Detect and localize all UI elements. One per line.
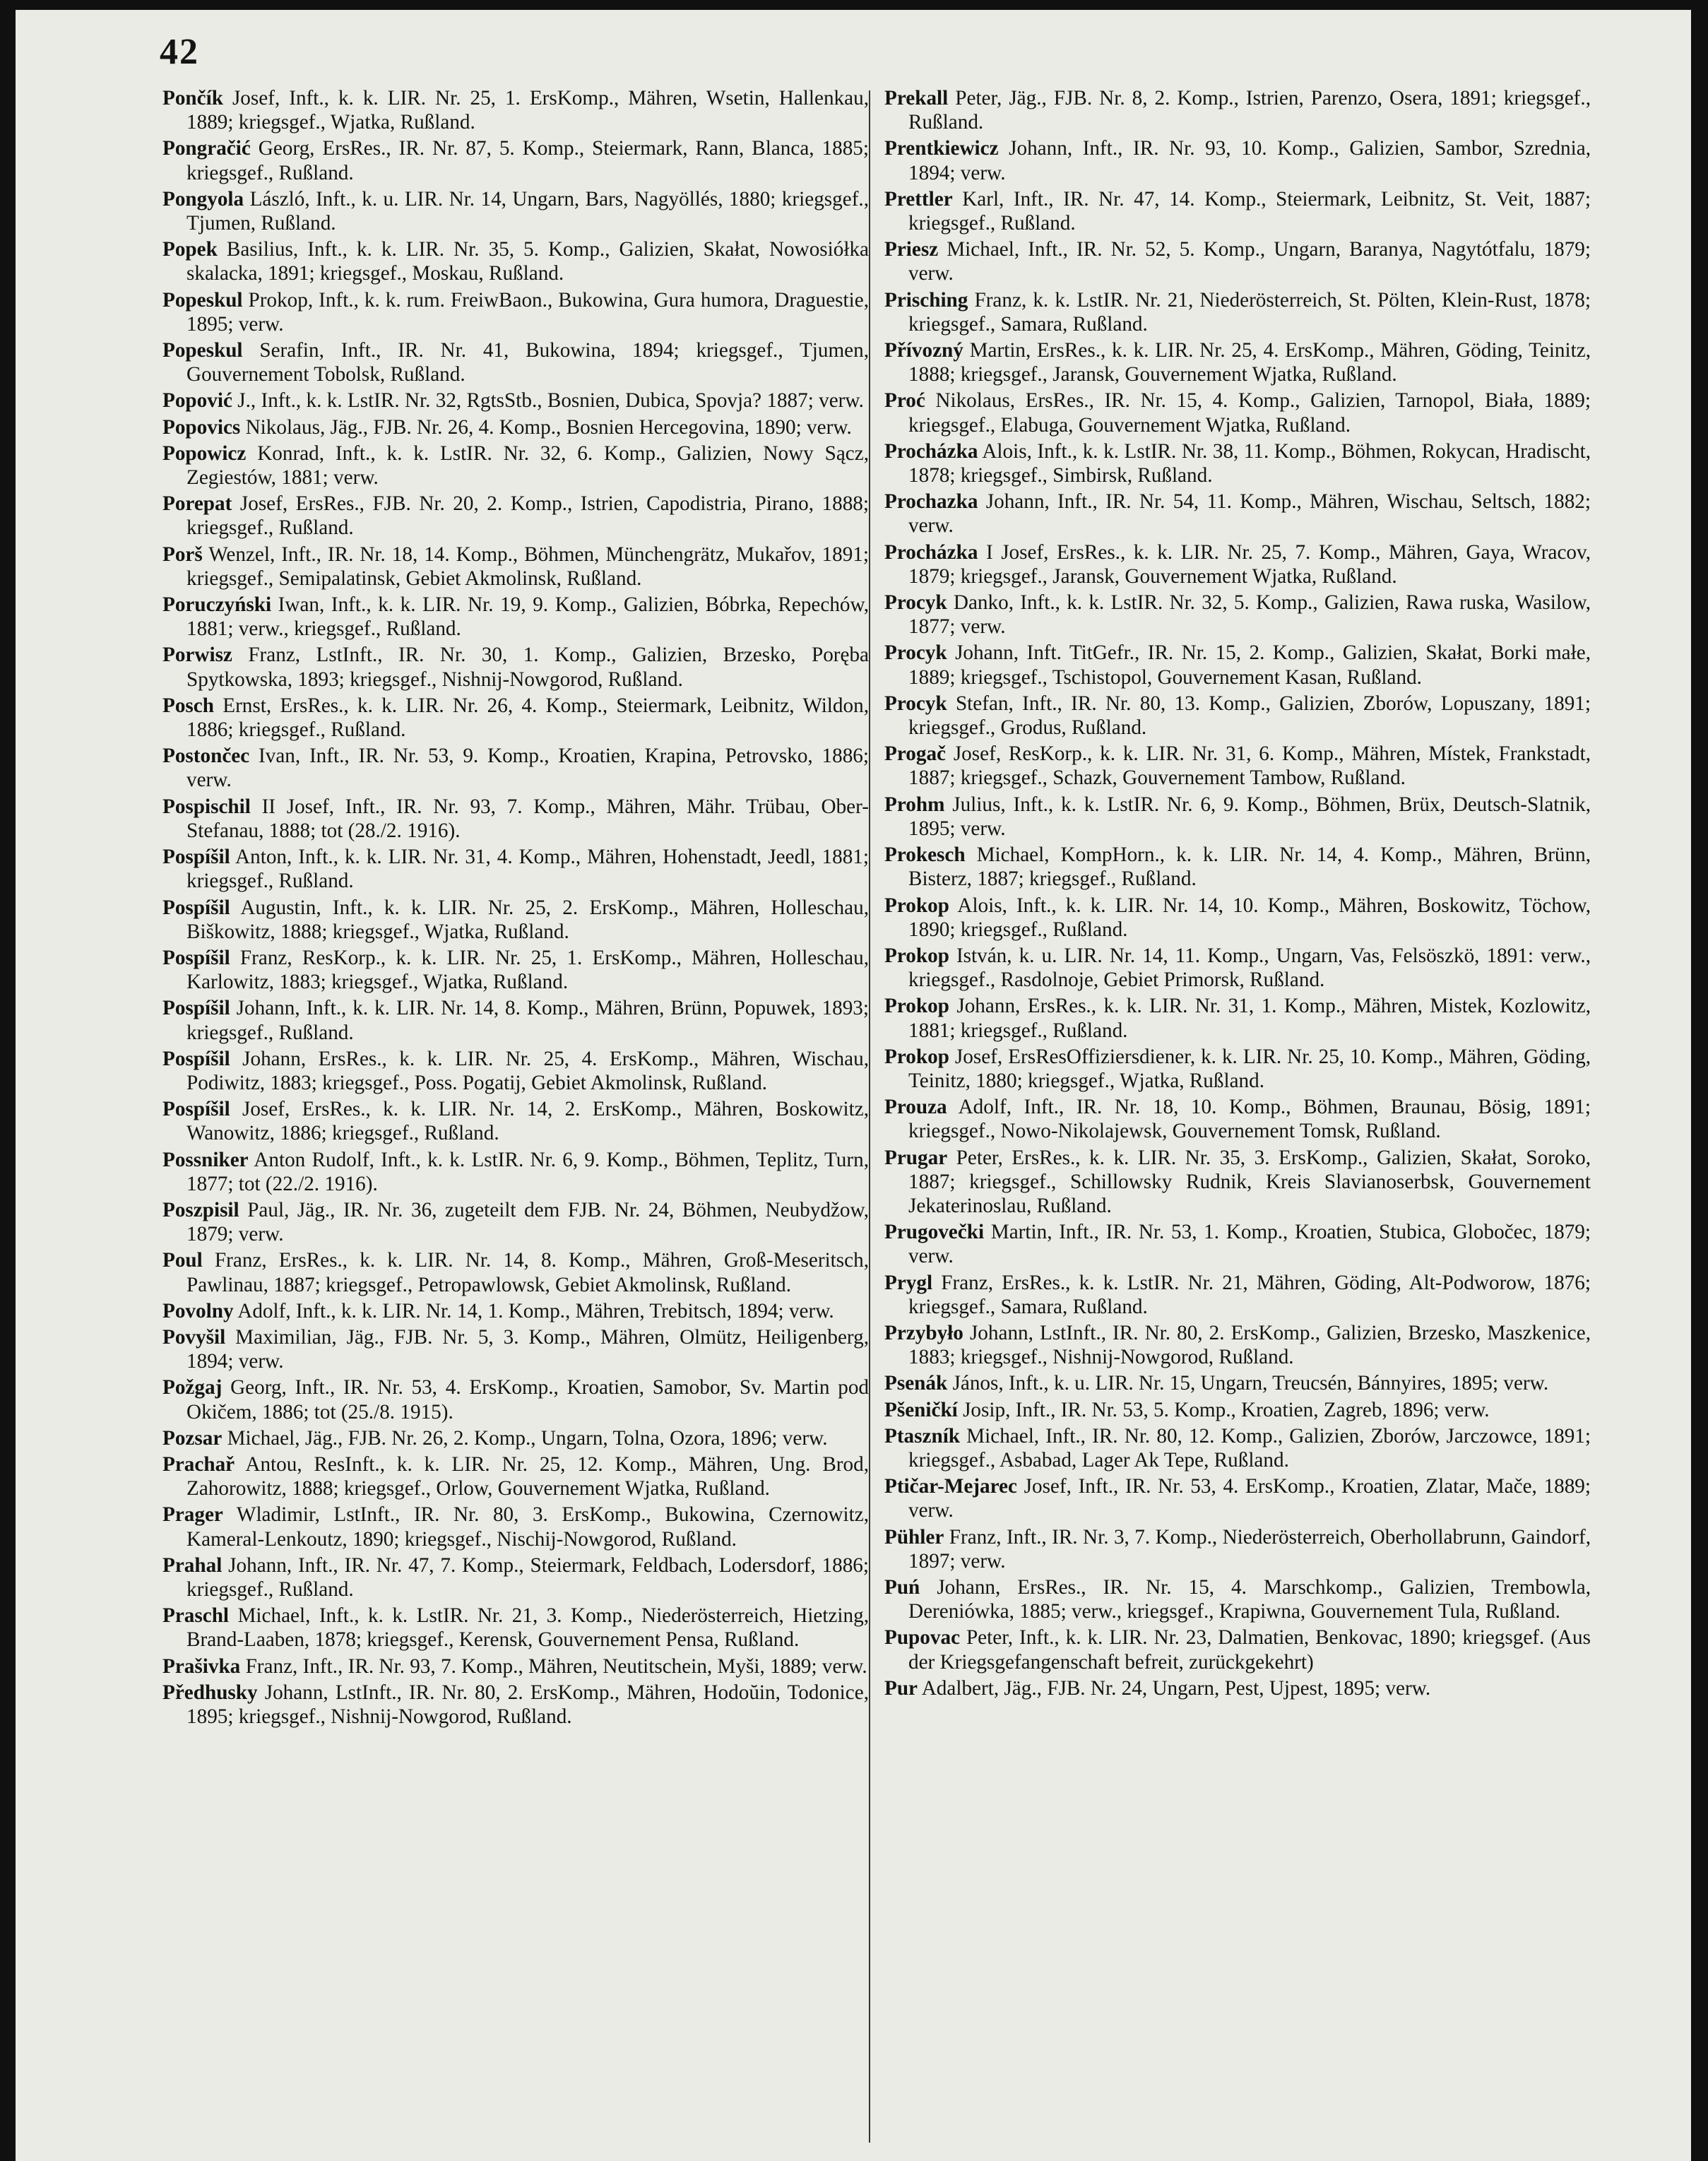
entry-details: Alois, Inft., k. k. LIR. Nr. 14, 10. Komp., Mähren, Boskowitz, Töchow, 1890; kriegsgef., Rußland. — [908, 894, 1591, 941]
entry-details: Julius, Inft., k. k. LstIR. Nr. 6, 9. Komp., Böhmen, Brüx, Deutsch-Slatnik, 1895; verw. — [908, 793, 1591, 840]
entry-surname: Pozsar — [162, 1426, 223, 1450]
entry-surname: Ptičar-Mejarec — [884, 1475, 1017, 1498]
list-item — [162, 593, 869, 641]
entry-details: Nikolaus, ErsRes., IR. Nr. 15, 4. Komp., Galizien, Tarnopol, Biała, 1889; kriegsgef., Elabuga, Gouvernement Wjatka, Rußland. — [908, 389, 1591, 437]
entry-surname: Pongračić — [162, 137, 251, 160]
entry-details: Franz, ResKorp., k. k. LIR. Nr. 25, 1. ErsKomp., Mähren, Holleschau, Karlowitz, 1883; kriegsgef., Wjatka, Rußland. — [186, 946, 870, 994]
list-item — [884, 1045, 1591, 1093]
entry-details: Georg, Inft., IR. Nr. 53, 4. ErsKomp., Kroatien, Samobor, Sv. Martin pod Okičem, 1886; tot (25./8. 1915). — [186, 1376, 870, 1423]
list-item — [884, 86, 1591, 134]
entry-surname: Prugar — [884, 1146, 948, 1169]
list-item — [162, 643, 869, 691]
entry-details: Michael, Inft., k. k. LstIR. Nr. 21, 3. Komp., Niederösterreich, Hietzing, Brand-Laaben, 1878; kriegsgef., Kerensk, Gouvernement Pensa, Rußland. — [186, 1604, 869, 1652]
entry-details: Martin, ErsRes., k. k. LIR. Nr. 25, 4. ErsKomp., Mähren, Göding, Teinitz, 1888; kriegsgef., Jaransk, Gouvernement Wjatka, Rußland. — [908, 339, 1591, 386]
entry-details: Michael, KompHorn., k. k. LIR. Nr. 14, 4. Komp., Mähren, Brünn, Bisterz, 1887; kriegsgef., Rußland. — [908, 843, 1591, 891]
entry-details: Josef, ErsRes., k. k. LIR. Nr. 14, 2. ErsKomp., Mähren, Boskowitz, Wanowitz, 1886; kriegsgef., Rußland. — [186, 1098, 869, 1145]
entry-details: Johann, Inft., k. k. LIR. Nr. 14, 8. Komp., Mähren, Brünn, Popuwek, 1893; kriegsgef., Rußland. — [186, 997, 869, 1044]
list-item — [884, 187, 1591, 235]
entry-details: Johann, LstInft., IR. Nr. 80, 2. ErsKomp., Galizien, Brzesko, Maszkenice, 1883; kriegsgef., Nishnij-Nowgorod, Rußland. — [908, 1321, 1591, 1369]
list-item — [162, 543, 869, 591]
list-item — [162, 1148, 869, 1196]
entry-surname: Pühler — [884, 1525, 944, 1549]
entry-details: Johann, ErsRes., k. k. LIR. Nr. 25, 4. ErsKomp., Mähren, Wischau, Podiwitz, 1883; kriegsgef., Poss. Pogatij, Gebiet Akmolinsk, Rußland. — [186, 1047, 869, 1094]
list-item — [884, 793, 1591, 841]
list-item — [162, 1604, 869, 1652]
entry-details: Anton, Inft., k. k. LIR. Nr. 31, 4. Komp., Mähren, Hohenstadt, Jeedl, 1881; kriegsgef., Rußland. — [186, 846, 869, 893]
list-item — [884, 136, 1591, 184]
list-item — [162, 1047, 869, 1095]
entry-surname: Psenák — [884, 1372, 948, 1395]
entry-details: Alois, Inft., k. k. LstIR. Nr. 38, 11. Komp., Böhmen, Rokycan, Hradischt, 1878; kriegsgef., Simbirsk, Rußland. — [908, 439, 1591, 487]
list-item — [884, 641, 1591, 689]
list-item — [884, 1146, 1591, 1219]
entry-details: Michael, Inft., IR. Nr. 52, 5. Komp., Ungarn, Baranya, Nagytótfalu, 1879; verw. — [908, 238, 1591, 285]
entry-surname: Poul — [162, 1249, 203, 1272]
list-item — [162, 1097, 869, 1145]
list-item — [884, 439, 1591, 487]
entry-details: Johann, Inft., IR. Nr. 54, 11. Komp., Mähren, Wischau, Seltsch, 1882; verw. — [908, 490, 1591, 538]
entry-details: Johann, ErsRes., k. k. LIR. Nr. 31, 1. Komp., Mähren, Mistek, Kozlowitz, 1881; kriegsgef., Rußland. — [908, 995, 1591, 1042]
entry-details: J., Inft., k. k. LstIR. Nr. 32, RgtsStb., Bosnien, Dubica, Spovja? 1887; verw. — [237, 389, 864, 413]
list-item — [162, 1553, 869, 1601]
list-item — [162, 1654, 869, 1679]
entry-details: Wladimir, LstInft., IR. Nr. 80, 3. ErsKomp., Bukowina, Czernowitz, Kameral-Lenkoutz, 1890; kriegsgef., Nischij-Nowgorod, Rußland. — [186, 1503, 869, 1551]
entry-surname: Prokop — [884, 1045, 949, 1068]
entry-surname: Pospíšil — [162, 846, 230, 869]
entry-details: Josef, Inft., k. k. LIR. Nr. 25, 1. ErsKomp., Mähren, Wsetin, Hallenkau, 1889; kriegsgef., Wjatka, Rußland. — [186, 87, 869, 134]
entry-surname: Prekall — [884, 87, 949, 109]
entry-surname: Přívozný — [884, 339, 963, 362]
entry-surname: Procyk — [884, 591, 947, 615]
entry-surname: Pospischil — [162, 795, 251, 818]
entry-surname: Požgaj — [162, 1376, 223, 1399]
list-item — [162, 338, 869, 386]
list-item — [884, 591, 1591, 639]
entry-details: Stefan, Inft., IR. Nr. 80, 13. Komp., Galizien, Zborów, Lopuszany, 1891; kriegsgef., Grodus, Rußland. — [908, 692, 1591, 740]
list-item — [884, 894, 1591, 942]
list-item — [884, 1371, 1591, 1395]
left-column — [162, 86, 869, 1731]
list-item — [884, 1525, 1591, 1573]
entry-surname: Prager — [162, 1503, 223, 1527]
entry-surname: Pospíšil — [162, 1047, 230, 1070]
entry-details: Peter, ErsRes., k. k. LIR. Nr. 35, 3. ErsKomp., Galizien, Skałat, Soroko, 1887; kriegsgef., Schillowsky Rudnik, Kreis Slavianoserbsk, Gouvernement Jekaterinoslau, Rußland. — [908, 1146, 1591, 1217]
entry-details: Paul, Jäg., IR. Nr. 36, zugeteilt dem FJB. Nr. 24, Böhmen, Neubydžow, 1879; verw. — [186, 1198, 869, 1246]
entry-surname: Poruczyński — [162, 593, 272, 617]
entry-details: Michael, Inft., IR. Nr. 80, 12. Komp., Galizien, Zborów, Jarczowce, 1891; kriegsgef., Asbabad, Lager Ak Tepe, Rußland. — [908, 1424, 1591, 1472]
entry-details: Josef, Inft., IR. Nr. 53, 4. ErsKomp., Kroatien, Zlatar, Mače, 1889; verw. — [908, 1475, 1591, 1522]
entry-details: Augustin, Inft., k. k. LIR. Nr. 25, 2. ErsKomp., Mähren, Holleschau, Biškowitz, 1888; kriegsgef., Wjatka, Rußland. — [186, 896, 869, 943]
entry-details: Ivan, Inft., IR. Nr. 53, 9. Komp., Kroatien, Krapina, Petrovsko, 1886; verw. — [186, 745, 869, 792]
list-item — [884, 1321, 1591, 1369]
entry-details: Michael, Jäg., FJB. Nr. 26, 2. Komp., Ungarn, Tolna, Ozora, 1896; verw. — [227, 1426, 828, 1450]
entry-details: Peter, Inft., k. k. LIR. Nr. 23, Dalmatien, Benkovac, 1890; kriegsgef. (Aus der Kriegsgefangenschaft befreit, zurückgekehrt) — [908, 1626, 1591, 1674]
entry-details: II Josef, Inft., IR. Nr. 93, 7. Komp., Mähren, Mähr. Trübau, Ober-Stefanau, 1888; tot (28./2. 1916). — [186, 795, 869, 842]
entry-surname: Prisching — [884, 288, 968, 312]
entry-surname: Prokop — [884, 944, 949, 967]
entry-details: I Josef, ErsRes., k. k. LIR. Nr. 25, 7. Komp., Mähren, Gaya, Wracov, 1879; kriegsgef., Jaransk, Gouvernement Wjatka, Rußland. — [908, 540, 1591, 588]
entry-details: Josef, ErsResOffiziersdiener, k. k. LIR. Nr. 25, 10. Komp., Mähren, Göding, Teinitz, 1880; kriegsgef., Wjatka, Rußland. — [908, 1045, 1591, 1092]
entry-surname: Pospíšil — [162, 997, 230, 1020]
list-item — [884, 944, 1591, 992]
entry-details: Johann, LstInft., IR. Nr. 80, 2. ErsKomp., Mähren, Hodoŭin, Todonice, 1895; kriegsgef., Nishnij-Nowgorod, Rußland. — [186, 1681, 869, 1728]
list-item — [162, 845, 869, 893]
entry-surname: Praschl — [162, 1604, 230, 1628]
entry-surname: Prokop — [884, 995, 949, 1018]
list-item — [162, 1426, 869, 1450]
list-item — [162, 415, 869, 439]
entry-surname: Popović — [162, 389, 232, 413]
entry-surname: Priesz — [884, 238, 939, 261]
right-column — [884, 86, 1591, 1703]
entry-details: Nikolaus, Jäg., FJB. Nr. 26, 4. Komp., Bosnien Hercegovina, 1890; verw. — [245, 415, 852, 439]
list-item — [884, 1575, 1591, 1623]
entry-surname: Popek — [162, 238, 218, 261]
list-item — [162, 896, 869, 944]
list-item — [884, 1474, 1591, 1522]
entry-details: Josip, Inft., IR. Nr. 53, 5. Komp., Kroatien, Zagreb, 1896; verw. — [963, 1398, 1490, 1421]
entry-details: László, Inft., k. u. LIR. Nr. 14, Ungarn, Bars, Nagyöllés, 1880; kriegsgef., Tjumen, Rußland. — [186, 187, 870, 235]
entry-surname: Povolny — [162, 1299, 234, 1322]
list-item — [162, 187, 869, 235]
list-item — [162, 946, 869, 994]
entry-details: Franz, Inft., IR. Nr. 93, 7. Komp., Mähren, Neutitschein, Myši, 1889; verw. — [245, 1654, 867, 1678]
entry-details: Peter, Jäg., FJB. Nr. 8, 2. Komp., Istrien, Parenzo, Osera, 1891; kriegsgef., Rußland. — [908, 87, 1591, 134]
list-item — [884, 490, 1591, 538]
entry-details: Franz, ErsRes., k. k. LIR. Nr. 14, 8. Komp., Mähren, Groß-Meseritsch, Pawlinau, 1887; kriegsgef., Petropawlowsk, Gebiet Akmolinsk, Rußland. — [186, 1249, 869, 1296]
entry-details: Adolf, Inft., k. k. LIR. Nr. 14, 1. Komp., Mähren, Trebitsch, 1894; verw. — [237, 1299, 834, 1322]
list-item — [884, 540, 1591, 588]
list-item — [162, 86, 869, 134]
list-item — [162, 136, 869, 184]
entry-surname: Procházka — [884, 439, 978, 463]
entry-surname: Prygl — [884, 1271, 933, 1294]
entry-surname: Poszpisil — [162, 1198, 239, 1221]
entry-surname: Possniker — [162, 1148, 249, 1171]
scan-border-right — [1691, 0, 1708, 2161]
entry-details: Johann, Inft., IR. Nr. 93, 10. Komp., Galizien, Sambor, Szrednia, 1894; verw. — [908, 137, 1591, 184]
scan-border-left — [0, 0, 16, 2161]
entry-details: Josef, ErsRes., FJB. Nr. 20, 2. Komp., Istrien, Capodistria, Pirano, 1888; kriegsgef., Rußland. — [186, 492, 869, 540]
entry-surname: Pospíšil — [162, 946, 230, 969]
entry-surname: Prahal — [162, 1553, 223, 1577]
list-item — [162, 1299, 869, 1323]
entry-surname: Popowicz — [162, 442, 247, 465]
list-item — [884, 742, 1591, 790]
entry-surname: Porš — [162, 543, 203, 566]
entry-details: Wenzel, Inft., IR. Nr. 18, 14. Komp., Böhmen, Münchengrätz, Mukařov, 1891; kriegsgef., Semipalatinsk, Gebiet Akmolinsk, Rußland. — [186, 543, 869, 590]
entry-details: Karl, Inft., IR. Nr. 47, 14. Komp., Steiermark, Leibnitz, St. Veit, 1887; kriegsgef., Rußland. — [908, 187, 1591, 235]
entry-surname: Prettler — [884, 187, 953, 211]
entry-details: Antou, ResInft., k. k. LIR. Nr. 25, 12. Komp., Mähren, Ung. Brod, Zahorowitz, 1888; kriegsgef., Orlow, Gouvernement Wjatka, Rußland. — [186, 1452, 869, 1500]
list-item — [162, 1198, 869, 1246]
scan-border-top — [0, 0, 1708, 10]
entry-surname: Prentkiewicz — [884, 137, 999, 160]
entry-details: Martin, Inft., IR. Nr. 53, 1. Komp., Kroatien, Stubica, Globočec, 1879; verw. — [908, 1221, 1591, 1268]
entry-surname: Procyk — [884, 641, 947, 665]
list-item — [884, 1220, 1591, 1268]
list-item — [162, 795, 869, 843]
entry-surname: Puń — [884, 1575, 920, 1599]
entry-details: Konrad, Inft., k. k. LstIR. Nr. 32, 6. Komp., Galizien, Nowy Sącz, Zegiestów, 1881; verw. — [186, 442, 870, 490]
entry-details: János, Inft., k. u. LIR. Nr. 15, Ungarn, Treucsén, Bánnyires, 1895; verw. — [952, 1372, 1549, 1395]
entry-surname: Prachař — [162, 1452, 235, 1476]
list-item — [162, 996, 869, 1044]
list-item — [884, 1676, 1591, 1700]
list-item — [884, 288, 1591, 336]
entry-surname: Proć — [884, 389, 925, 413]
entry-surname: Posch — [162, 694, 214, 717]
entry-surname: Pur — [884, 1676, 918, 1700]
entry-details: Basilius, Inft., k. k. LIR. Nr. 35, 5. Komp., Galizien, Skałat, Nowosiółka skalacka, 1891; kriegsgef., Moskau, Rußland. — [186, 238, 870, 285]
entry-surname: Prokop — [884, 894, 949, 917]
entry-surname: Prokesch — [884, 843, 966, 867]
entry-surname: Popeskul — [162, 339, 243, 362]
entry-details: Franz, k. k. LstIR. Nr. 21, Niederösterreich, St. Pölten, Klein-Rust, 1878; kriegsgef., Samara, Rußland. — [908, 288, 1591, 336]
list-item — [884, 692, 1591, 740]
entry-surname: Progač — [884, 742, 946, 766]
list-item — [884, 338, 1591, 386]
entry-details: Danko, Inft., k. k. LstIR. Nr. 32, 5. Komp., Galizien, Rawa ruska, Wasilow, 1877; verw. — [908, 591, 1591, 639]
list-item — [884, 237, 1591, 285]
entry-surname: Postončec — [162, 745, 250, 768]
entry-details: Adolf, Inft., IR. Nr. 18, 10. Komp., Böhmen, Braunau, Bösig, 1891; kriegsgef., Nowo-Nikolajewsk, Gouvernement Tomsk, Rußland. — [908, 1096, 1591, 1143]
entry-surname: Procyk — [884, 692, 947, 715]
entry-surname: Pospíšil — [162, 896, 230, 919]
entry-surname: Pončík — [162, 87, 223, 109]
entry-surname: Porepat — [162, 492, 232, 516]
entry-details: Johann, Inft. TitGefr., IR. Nr. 15, 2. Komp., Galizien, Skałat, Borki małe, 1889; kriegsgef., Tschistopol, Gouvernement Kasan, Rußland. — [908, 641, 1591, 689]
list-item — [884, 1626, 1591, 1674]
list-item — [162, 288, 869, 336]
entry-surname: Procházka — [884, 540, 978, 564]
list-item — [162, 694, 869, 742]
list-item — [162, 442, 869, 490]
list-item — [884, 994, 1591, 1042]
entry-details: Serafin, Inft., IR. Nr. 41, Bukowina, 1894; kriegsgef., Tjumen, Gouvernement Tobolsk, Rußland. — [186, 339, 869, 386]
entry-surname: Popovics — [162, 415, 241, 439]
entry-details: Maximilian, Jäg., FJB. Nr. 5, 3. Komp., Mähren, Olmütz, Heiligenberg, 1894; verw. — [186, 1325, 870, 1373]
entry-details: Johann, ErsRes., IR. Nr. 15, 4. Marschkomp., Galizien, Trembowla, Dereniówka, 1885; verw., kriegsgef., Krapiwna, Gouvernement Tula, Rußland. — [908, 1575, 1591, 1623]
entry-details: Johann, Inft., IR. Nr. 47, 7. Komp., Steiermark, Feldbach, Lodersdorf, 1886; kriegsgef., Rußland. — [186, 1553, 870, 1601]
entry-surname: Prašivka — [162, 1654, 241, 1678]
entry-surname: Povyšil — [162, 1325, 226, 1349]
entry-surname: Popeskul — [162, 288, 243, 312]
list-item — [162, 1503, 869, 1551]
entry-surname: Prouza — [884, 1096, 947, 1119]
list-item — [884, 1424, 1591, 1472]
list-item — [162, 237, 869, 285]
entry-surname: Pupovac — [884, 1626, 961, 1650]
entry-details: Anton Rudolf, Inft., k. k. LstIR. Nr. 6, 9. Komp., Böhmen, Teplitz, Turn, 1877; tot (22./2. 1916). — [186, 1148, 869, 1195]
column-divider — [869, 90, 870, 2143]
list-item — [162, 744, 869, 792]
entry-details: Adalbert, Jäg., FJB. Nr. 24, Ungarn, Pest, Ujpest, 1895; verw. — [921, 1676, 1431, 1700]
entry-surname: Porwisz — [162, 644, 232, 667]
list-item — [162, 1375, 869, 1423]
entry-details: Franz, Inft., IR. Nr. 3, 7. Komp., Niederösterreich, Oberhollabrunn, Gaindorf, 1897; verw. — [908, 1525, 1591, 1573]
list-item — [162, 1681, 869, 1729]
entry-surname: Prohm — [884, 793, 945, 816]
entry-details: Josef, ResKorp., k. k. LIR. Nr. 31, 6. Komp., Mähren, Místek, Frankstadt, 1887; kriegsgef., Schazk, Gouvernement Tambow, Rußland. — [908, 742, 1591, 790]
list-item — [162, 1248, 869, 1296]
entry-details: Franz, ErsRes., k. k. LstIR. Nr. 21, Mähren, Göding, Alt-Podworow, 1876; kriegsgef., Samara, Rußland. — [908, 1271, 1591, 1318]
entry-surname: Prugovečki — [884, 1221, 985, 1244]
list-item — [162, 492, 869, 540]
list-item — [884, 1398, 1591, 1422]
entry-surname: Pongyola — [162, 187, 244, 211]
entry-details: Franz, LstInft., IR. Nr. 30, 1. Komp., Galizien, Brzesko, Poręba Spytkowska, 1893; kriegsgef., Nishnij-Nowgorod, Rußland. — [186, 644, 870, 691]
entry-surname: Pšeničkí — [884, 1398, 958, 1421]
list-item — [884, 1271, 1591, 1319]
list-item — [162, 389, 869, 413]
page-number: 42 — [160, 32, 199, 72]
entry-details: István, k. u. LIR. Nr. 14, 11. Komp., Ungarn, Vas, Felsöszkö, 1891: verw., kriegsgef., Rasdolnoje, Gebiet Primorsk, Rußland. — [908, 944, 1591, 992]
entry-surname: Ptaszník — [884, 1424, 961, 1447]
entry-surname: Pospíšil — [162, 1098, 230, 1121]
list-item — [162, 1325, 869, 1373]
entry-surname: Przybyło — [884, 1321, 963, 1344]
list-item — [162, 1452, 869, 1500]
entry-details: Iwan, Inft., k. k. LIR. Nr. 19, 9. Komp., Galizien, Bóbrka, Repechów, 1881; verw., kriegsgef., Rußland. — [186, 593, 869, 641]
list-item — [884, 843, 1591, 891]
entry-details: Ernst, ErsRes., k. k. LIR. Nr. 26, 4. Komp., Steiermark, Leibnitz, Wildon, 1886; kriegsgef., Rußland. — [186, 694, 869, 742]
entry-surname: Předhusky — [162, 1681, 258, 1704]
entry-surname: Prochazka — [884, 490, 978, 514]
entry-details: Prokop, Inft., k. k. rum. FreiwBaon., Bukowina, Gura humora, Draguestie, 1895; verw. — [186, 288, 870, 336]
list-item — [884, 389, 1591, 437]
list-item — [884, 1095, 1591, 1143]
entry-details: Georg, ErsRes., IR. Nr. 87, 5. Komp., Steiermark, Rann, Blanca, 1885; kriegsgef., Rußland. — [186, 137, 869, 184]
